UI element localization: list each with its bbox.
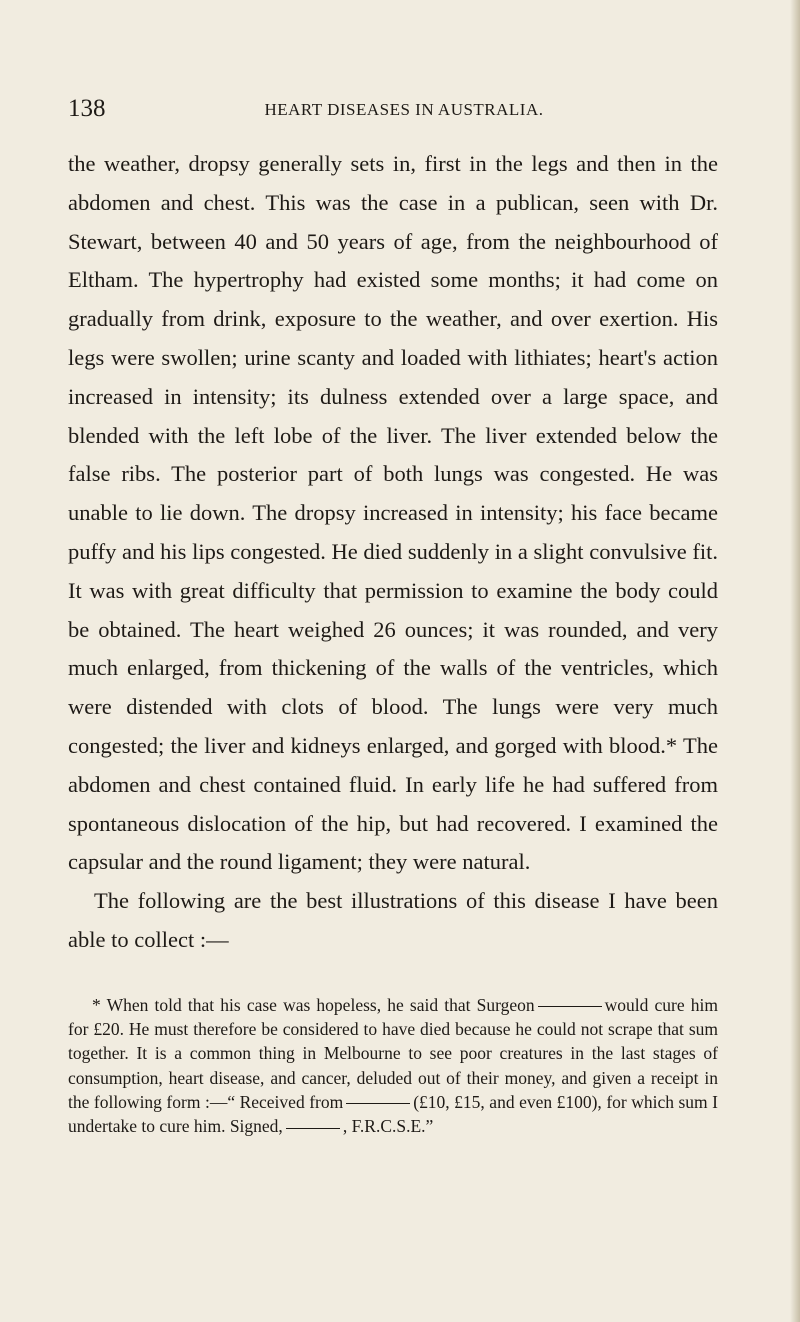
footnote-part-2: would cure him for £20. He must therefore be considered to have died because he could not scrape that sum together. It is a common thing in Melbourne to see poor creatures in the last stages of consumption, heart disease, and cancer, deluded out of their money, and given a receipt in the following form :—“ Received from xyxy=(68,995,718,1112)
page-number: 138 xyxy=(68,95,106,122)
paragraph-1: the weather, dropsy generally sets in, first in the legs and then in the abdomen and chest. This was the case in a publican, seen with Dr. Stewart, between 40 and 50 years of age, from the neighbourhood of Eltham. The hypertrophy had existed some months; it had come on gradually from drink, exposure to the weather, and over exertion. His legs were swollen; urine scanty and loaded with lithiates; heart's action increased in intensity; its dulness extended over a large space, and blended with the left lobe of the liver. The liver extended below the false ribs. The posterior part of both lungs was congested. He was unable to lie down. The dropsy increased in intensity; his face became puffy and his lips congested. He died suddenly in a slight convulsive fit. It was with great difficulty that permission to examine the body could be obtained. The heart weighed 26 ounces; it was rounded, and very much enlarged, from thickening of the walls of the ventricles, which were distended with clots of blood. The lungs were very much congested; the liver and kidneys enlarged, and gorged with blood.* The abdomen and chest contained fluid. In early life he had suffered from spontaneous dislocation of the hip, but had recovered. I examined the capsular and the round ligament; they were natural. xyxy=(68,151,718,875)
footnote-part-1: * When told that his case was hopeless, he said that Surgeon xyxy=(92,995,535,1015)
footnote-part-3: (£10, £15, and even £100), for which sum I undertake to cure him. Signed, xyxy=(68,1091,718,1137)
footnote xyxy=(68,993,718,1138)
blank-dash xyxy=(286,1128,340,1129)
running-head: HEART DISEASES IN AUSTRALIA. xyxy=(264,100,544,119)
body-text xyxy=(68,145,718,960)
footnote-text xyxy=(68,993,718,1138)
paragraph-2: The following are the best illustrations of this disease I have been able to collect :— xyxy=(68,888,718,952)
blank-dash xyxy=(538,1006,602,1007)
footnote-part-4: , F.R.C.S.E.” xyxy=(342,1116,434,1137)
page-header xyxy=(68,94,718,124)
blank-dash xyxy=(346,1103,410,1104)
page-edge-shadow xyxy=(790,0,800,1322)
